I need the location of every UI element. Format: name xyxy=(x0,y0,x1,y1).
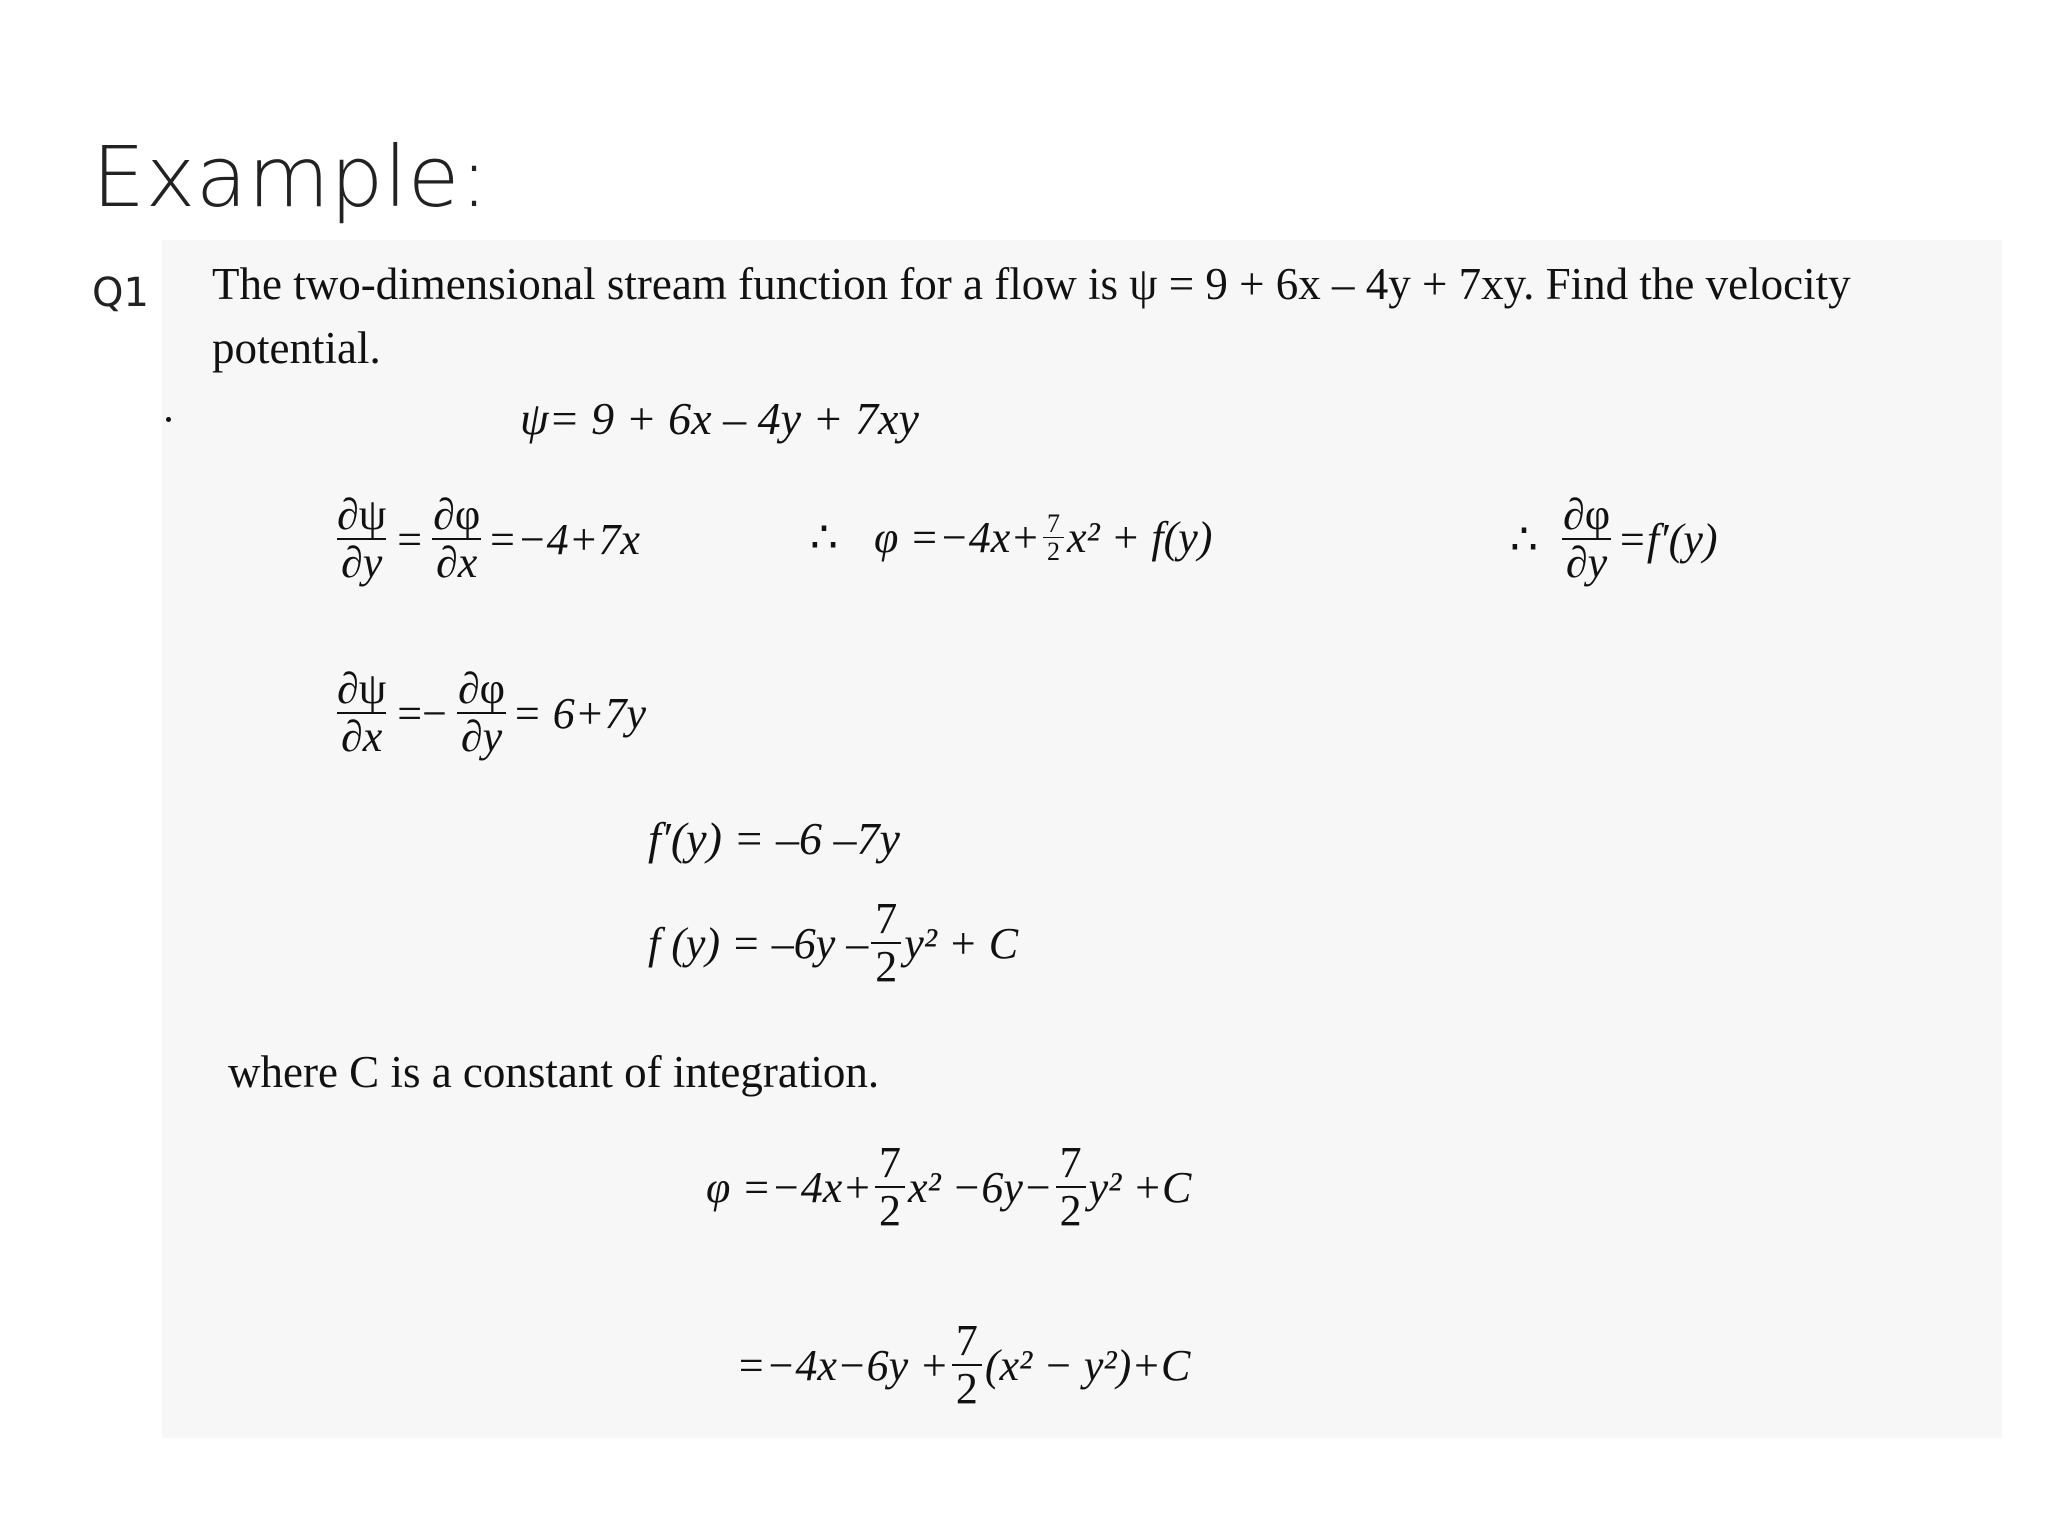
numerator: ∂φ xyxy=(433,490,481,539)
denominator: 2 xyxy=(875,1186,905,1234)
numerator: 7 xyxy=(875,894,898,943)
fraction-seven-halves xyxy=(871,896,901,990)
denominator: ∂y xyxy=(337,538,386,586)
numerator: ∂φ xyxy=(457,664,506,713)
f-y-equation xyxy=(648,896,1018,990)
fraction-dpsi-dy xyxy=(333,492,390,586)
fraction-seven-halves xyxy=(952,1318,982,1412)
fraction-dphi-dy xyxy=(454,666,509,760)
equation-dpsi-dx xyxy=(330,666,646,760)
phi-simplified-equation xyxy=(736,1318,1190,1412)
equation-part: y² +C xyxy=(1088,1162,1192,1212)
problem-line-1: The two-dimensional stream function for a flow is ψ = 9 + 6x – 4y + 7xy. Find the velocity xyxy=(212,259,1851,309)
fraction-seven-halves xyxy=(1056,1140,1086,1234)
numerator: ∂ψ xyxy=(337,664,387,713)
equation-dpsi-dy: $\frac{\partial\psi}{\partial y}$ = $\frac{\partial\varphi}{\partial x}$ =−4+7x xyxy=(330,492,640,586)
integration-note: where C is a constant of integration. xyxy=(228,1047,880,1097)
equation-lhs: φ =−4x+ xyxy=(874,513,1040,563)
fraction-dphi-dy xyxy=(1559,492,1614,586)
fraction-dpsi-dx xyxy=(333,666,390,760)
equation-rhs: =f′(y) xyxy=(1617,514,1718,564)
denominator: 2 xyxy=(1056,1186,1086,1234)
numerator: ∂ψ xyxy=(337,490,387,539)
numerator: 7 xyxy=(1046,509,1060,538)
fraction-dphi-dx xyxy=(429,492,484,586)
denominator: 2 xyxy=(871,942,901,990)
numerator: 7 xyxy=(878,1138,901,1187)
numerator: 7 xyxy=(955,1316,978,1365)
equation-part: φ =−4x+ xyxy=(706,1162,872,1212)
therefore-symbol: ∴ xyxy=(810,513,838,563)
denominator: 2 xyxy=(952,1364,982,1412)
equation-part: x² −6y− xyxy=(907,1162,1053,1212)
equation-operator: =− xyxy=(397,688,447,738)
denominator: ∂x xyxy=(432,538,481,586)
fraction-seven-halves xyxy=(1043,510,1064,566)
slide-title: Example: xyxy=(92,128,489,226)
phi-final-equation xyxy=(706,1140,1191,1234)
f-prime-equation: f′(y) = –6 –7y xyxy=(648,813,900,864)
denominator: ∂x xyxy=(337,712,386,760)
numerator: ∂φ xyxy=(1563,490,1611,539)
denominator: 2 xyxy=(1043,537,1064,565)
psi-expression: ψ= 9 + 6x – 4y + 7xy xyxy=(520,393,919,444)
equation-rhs: y² + C xyxy=(904,918,1019,968)
problem-line-2: potential. xyxy=(212,323,381,373)
numerator: 7 xyxy=(1059,1138,1082,1187)
equation-phi-x xyxy=(810,510,1212,566)
equation-rhs: x² + f(y) xyxy=(1066,513,1213,563)
denominator: ∂y xyxy=(1562,538,1611,586)
therefore-symbol: ∴ xyxy=(1510,514,1538,564)
denominator: ∂y xyxy=(457,712,506,760)
equation-rhs: =−4+7x xyxy=(487,514,640,564)
scanned-solution-image xyxy=(162,240,2002,1438)
equation-dphi-dy xyxy=(1510,492,1718,586)
equation-lhs: f (y) = –6y – xyxy=(648,918,869,968)
equation-rhs: = 6+7y xyxy=(512,688,646,738)
equation-part: (x² − y²)+C xyxy=(984,1340,1191,1390)
scan-dot xyxy=(166,417,171,422)
fraction-seven-halves xyxy=(875,1140,905,1234)
question-label: Q1 xyxy=(92,270,149,316)
equation-part: =−4x−6y + xyxy=(736,1340,949,1390)
